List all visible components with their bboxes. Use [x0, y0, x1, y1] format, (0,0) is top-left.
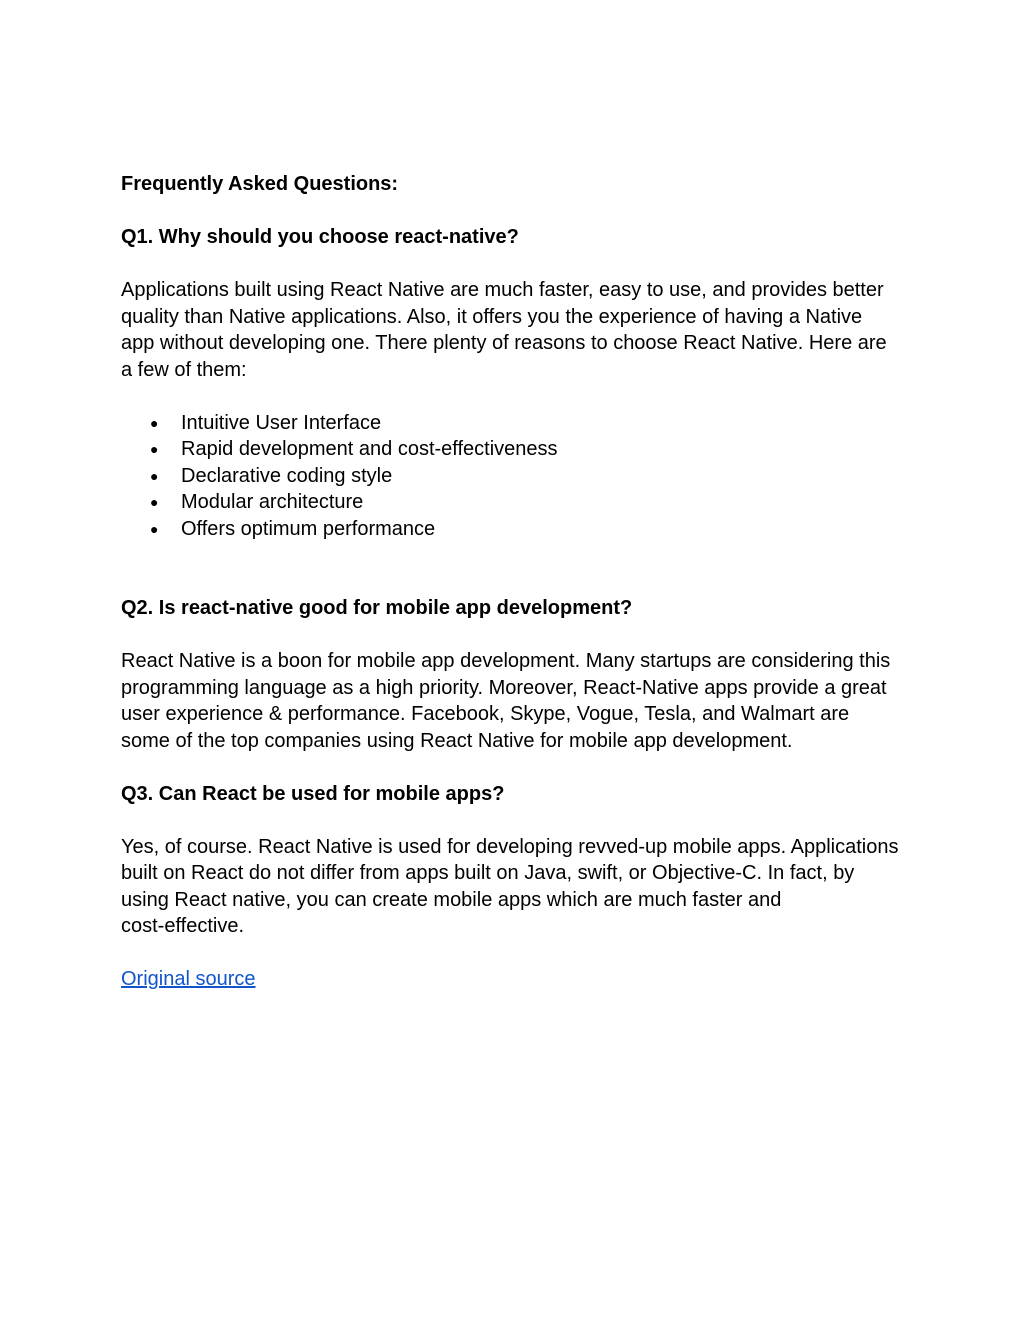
bullet-icon: ●: [150, 414, 159, 431]
q1-answer-line: Applications built using React Native are much faster, easy to use, and provides better: [121, 279, 884, 301]
document-page: [121, 171, 911, 993]
spacer: [121, 754, 911, 781]
q1-answer: [121, 277, 911, 383]
list-item-text: Declarative coding style: [181, 464, 393, 487]
bullet-icon: ●: [150, 494, 159, 510]
q1-answer-line: a few of them:: [121, 358, 247, 381]
list-item-text: Modular architecture: [181, 491, 364, 513]
list-item: [150, 489, 911, 516]
list-item-text: Intuitive User Interface: [181, 411, 382, 434]
list-item: [150, 410, 911, 437]
bullet-icon: ●: [150, 441, 159, 457]
spacer: [121, 940, 911, 967]
list-item-text: Offers optimum performance: [181, 517, 436, 540]
spacer: [121, 383, 911, 410]
q3-answer-line: cost-effective.: [121, 915, 245, 937]
reasons-list: [121, 410, 911, 543]
q3-answer-line: built on React do not differ from apps built on Java, swift, or Objective-C. In fact, by: [121, 862, 855, 884]
q3-answer: [121, 834, 911, 940]
spacer: [121, 807, 911, 834]
q2-answer: [121, 648, 911, 754]
spacer: [121, 198, 911, 225]
list-item-text: Rapid development and cost-effectiveness: [181, 438, 558, 460]
spacer: [121, 622, 911, 649]
faq-title: Frequently Asked Questions:: [121, 173, 399, 195]
q2-answer-line: React Native is a boon for mobile app development. Many startups are considering this: [121, 650, 891, 672]
source-link-wrapper: [121, 966, 911, 993]
list-item: [150, 463, 911, 490]
q1-question: Q1. Why should you choose react-native?: [121, 226, 519, 248]
list-item: [150, 516, 911, 543]
q3-answer-line: Yes, of course. React Native is used for developing revved-up mobile apps. Applications: [121, 835, 899, 858]
q2-answer-line: programming language as a high priority. Moreover, React-Native apps provide a great: [121, 676, 887, 699]
q2-question: Q2. Is react-native good for mobile app development?: [121, 597, 633, 619]
q1-answer-line: app without developing one. There plenty of reasons to choose React Native. Here are: [121, 332, 887, 354]
q3-question: Q3. Can React be used for mobile apps?: [121, 782, 505, 805]
q2-answer-line: some of the top companies using React Native for mobile app development.: [121, 729, 793, 752]
list-item: [150, 436, 911, 463]
bullet-icon: ●: [150, 467, 159, 484]
spacer: [121, 542, 911, 595]
q1-answer-line: quality than Native applications. Also, it offers you the experience of having a Native: [121, 305, 863, 328]
bullet-icon: ●: [150, 520, 159, 537]
q2-answer-line: user experience & performance. Facebook, Skype, Vogue, Tesla, and Walmart are: [121, 703, 850, 725]
spacer: [121, 251, 911, 278]
original-source-link[interactable]: Original source: [121, 968, 256, 990]
q3-answer-line: using React native, you can create mobile apps which are much faster and: [121, 888, 782, 911]
